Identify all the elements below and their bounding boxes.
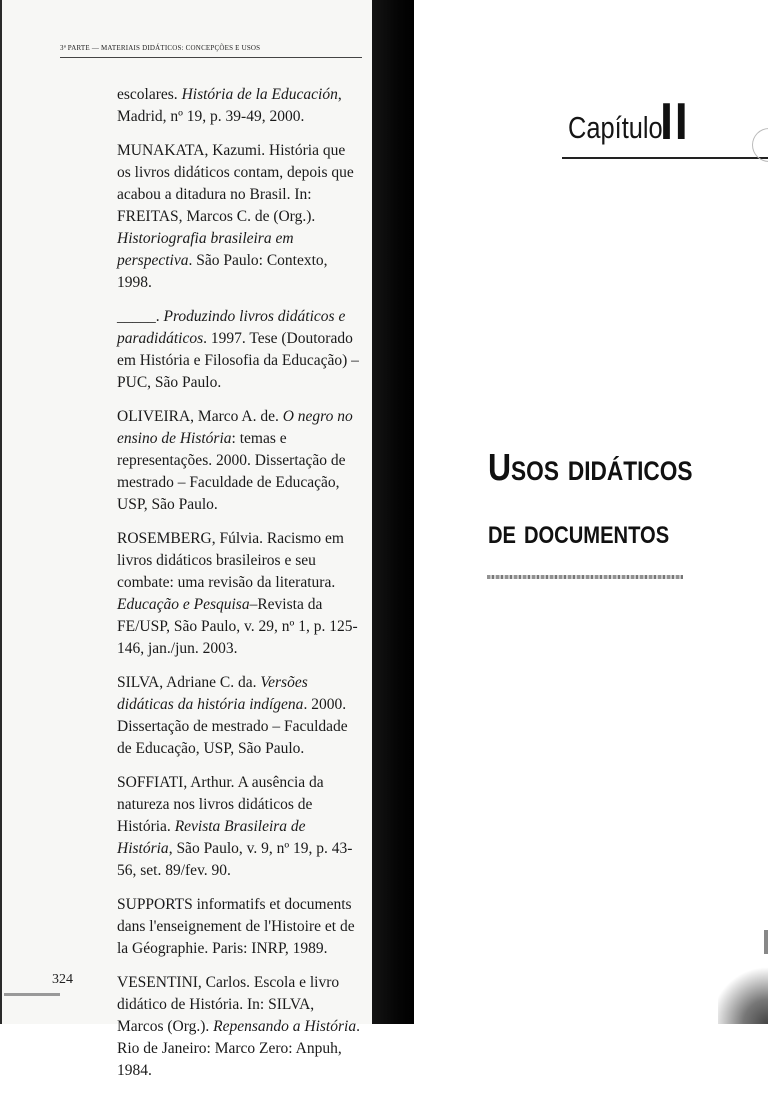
header-rule [60, 57, 362, 58]
entry-text: MUNAKATA, Kazumi. História que os livros didáticos contam, depois que acabou a ditadura no Brasil. In: FREITAS, Marcos C. de (Org.). [117, 142, 354, 225]
entry-title: Revista Brasileira de História [117, 818, 306, 857]
page-bottom-mark [4, 993, 60, 996]
entry-text: escolares. [117, 86, 182, 103]
entry-title: Repensando a História [213, 1018, 357, 1035]
page-corner-shadow [718, 960, 768, 1024]
chapter-title-line-2: de documentos [488, 513, 670, 551]
entry-text: SUPPORTS informatifs et documents dans l'enseignement de l'Histoire et de la Géographie. Paris: INRP, 1989. [117, 896, 355, 957]
entry-details: –Revista da FE/USP, São Paulo, v. 29, nº 1, p. 125-146, jan./jun. 2003. [117, 596, 358, 657]
entry-details: . 1997. Tese (Doutorado em História e Filosofia da Educação) – PUC, São Paulo. [117, 330, 359, 391]
entry-details: . São Paulo: Contexto, 1998. [117, 252, 328, 291]
book-gutter [372, 0, 414, 1024]
entry-title: Educação e Pesquisa [117, 596, 250, 613]
entry-details: . Rio de Janeiro: Marco Zero: Anpuh, 1984. [117, 1018, 360, 1079]
entry-details: . 2000. Dissertação de mestrado – Faculdade de Educação, USP, São Paulo. [117, 696, 348, 757]
bibliography-entry [117, 528, 361, 660]
entry-title: Versões didáticas da história indígena [117, 674, 308, 713]
chapter-number: II [660, 93, 690, 151]
left-page [0, 0, 372, 1079]
bibliography-entry [117, 672, 361, 760]
running-header: 3ª PARTE — MATERIAIS DIDÁTICOS: CONCEPÇÕES E USOS [60, 44, 261, 52]
entry-title: Historiografia brasileira em perspectiva [117, 230, 294, 269]
entry-text: OLIVEIRA, Marco A. de. [117, 408, 283, 425]
entry-text: ROSEMBERG, Fúlvia. Racismo em livros didáticos brasileiros e seu combate: uma revisão da literatura. [117, 530, 344, 591]
entry-title: O negro no ensino de História [117, 408, 353, 447]
entry-text: VESENTINI, Carlos. Escola e livro didático de História. In: SILVA, Marcos (Org.). [117, 974, 340, 1035]
entry-text: _____. [117, 308, 164, 325]
chapter-rule [562, 157, 768, 159]
bibliography-entry [117, 894, 361, 960]
chapter-label: Capítulo [568, 110, 663, 145]
bibliography-entry [117, 972, 361, 1082]
bibliography-entry [117, 84, 361, 128]
page-number: 324 [52, 972, 73, 987]
title-ornament-rule [487, 575, 683, 579]
entry-text: SILVA, Adriane C. da. [117, 674, 261, 691]
entry-text: SOFFIATI, Arthur. A ausência da natureza nos livros didáticos de História. [117, 774, 324, 835]
bibliography-entry [117, 772, 361, 882]
entry-details: , São Paulo, v. 9, nº 19, p. 43-56, set. 89/fev. 90. [117, 840, 353, 879]
bibliography-entry [117, 406, 361, 516]
bibliography-entry [117, 306, 361, 394]
entry-title: Produzindo livros didáticos e paradidáticos [117, 308, 346, 347]
right-page [414, 0, 768, 1024]
bibliography-list [117, 84, 361, 1094]
entry-title: História de la Educación [181, 86, 338, 103]
entry-details: : temas e representações. 2000. Dissertação de mestrado – Faculdade de Educação, USP, São Paulo. [117, 430, 346, 513]
page-edge [0, 0, 2, 1024]
bibliography-entry [117, 140, 361, 294]
entry-details: , Madrid, nº 19, p. 39-49, 2000. [117, 86, 342, 125]
chapter-title-line-1: Usos didáticos [488, 447, 693, 489]
page-edge-tick [764, 930, 768, 954]
